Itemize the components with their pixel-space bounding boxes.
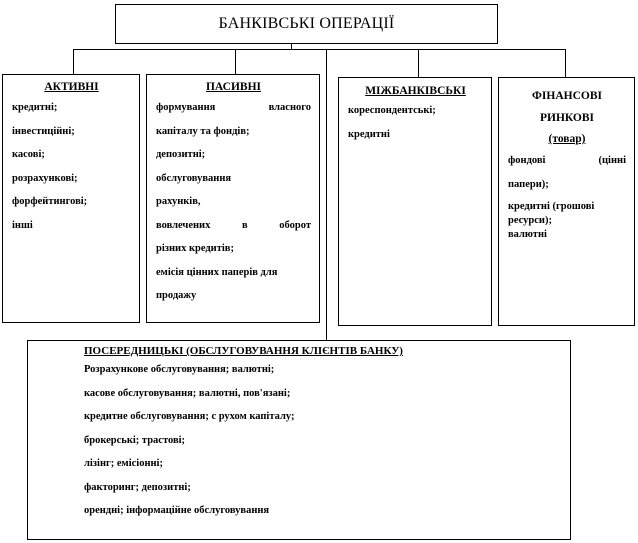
list-item: кредитні (грошові bbox=[508, 201, 595, 212]
list-item: фондові (цінні bbox=[508, 155, 626, 166]
financial-heading-line2: РИНКОВІ bbox=[539, 112, 595, 124]
list-item: Розрахункове обслуговування; валютні; bbox=[84, 364, 275, 375]
list-item: розрахункові; bbox=[12, 172, 78, 184]
connector-interbank bbox=[418, 49, 419, 77]
list-item: інвестиційні; bbox=[12, 125, 75, 137]
list-item: лізінг; емісіонні; bbox=[84, 458, 163, 469]
list-item: інші bbox=[12, 219, 33, 231]
financial-list bbox=[508, 149, 626, 242]
interbank-heading: МІЖБАНКІВСЬКІ bbox=[365, 85, 466, 97]
intermediary-operations-box bbox=[27, 340, 571, 540]
connector-horizontal bbox=[73, 49, 565, 50]
list-item: касові; bbox=[12, 149, 45, 160]
list-item: рахунків, bbox=[156, 196, 201, 207]
list-item: орендні; інформаційне обслуговування bbox=[84, 505, 270, 516]
financial-heading-line3: (товар) bbox=[548, 133, 586, 145]
active-operations-box bbox=[2, 74, 140, 323]
list-item: касове обслуговування; валютні, пов'язані; bbox=[84, 387, 291, 399]
list-item: кредитні; bbox=[12, 102, 58, 113]
list-item: валютні bbox=[508, 229, 547, 240]
list-item: вовлечених в оборот bbox=[156, 219, 311, 231]
root-box bbox=[115, 4, 498, 44]
active-list bbox=[12, 96, 131, 237]
connector-financial bbox=[565, 49, 566, 77]
list-item: кредитні bbox=[348, 128, 390, 140]
list-item: кореспондентські; bbox=[348, 105, 436, 116]
list-item: продажу bbox=[156, 290, 197, 301]
intermediary-heading: ПОСЕРЕДНИЦЬКІ (ОБСЛУГОВУВАННЯ КЛІЄНТІВ БАНКУ) bbox=[84, 345, 403, 357]
list-item: брокерські; трастові; bbox=[84, 434, 186, 446]
connector-active bbox=[73, 49, 74, 74]
active-heading: АКТИВНІ bbox=[44, 81, 99, 93]
list-item: різних кредитів; bbox=[156, 243, 234, 254]
list-item: ресурси); bbox=[508, 215, 552, 226]
interbank-operations-box bbox=[338, 77, 492, 326]
list-item: обслуговування bbox=[156, 172, 232, 184]
list-item: капіталу та фондів; bbox=[156, 125, 250, 137]
financial-heading-line1: ФІНАНСОВІ bbox=[532, 90, 602, 102]
passive-list bbox=[156, 96, 311, 308]
list-item: факторинг; депозитні; bbox=[84, 481, 191, 493]
intermediary-list bbox=[84, 358, 570, 523]
connector-passive bbox=[235, 49, 236, 74]
passive-heading: ПАСИВНІ bbox=[205, 81, 262, 93]
list-item: емісія цінних паперів для bbox=[156, 266, 278, 278]
interbank-list bbox=[348, 99, 483, 146]
passive-operations-box bbox=[146, 74, 320, 323]
list-item: кредитне обслуговування; с рухом капіталу; bbox=[84, 411, 295, 422]
connector-intermediary bbox=[326, 49, 327, 340]
list-item: депозитні; bbox=[156, 149, 206, 160]
list-item: папери); bbox=[508, 178, 549, 190]
root-title: БАНКІВСЬКІ ОПЕРАЦІЇ bbox=[218, 15, 395, 32]
financial-market-operations-box bbox=[498, 77, 635, 326]
list-item: форфейтингові; bbox=[12, 196, 88, 207]
list-item: формування власного bbox=[156, 102, 311, 113]
